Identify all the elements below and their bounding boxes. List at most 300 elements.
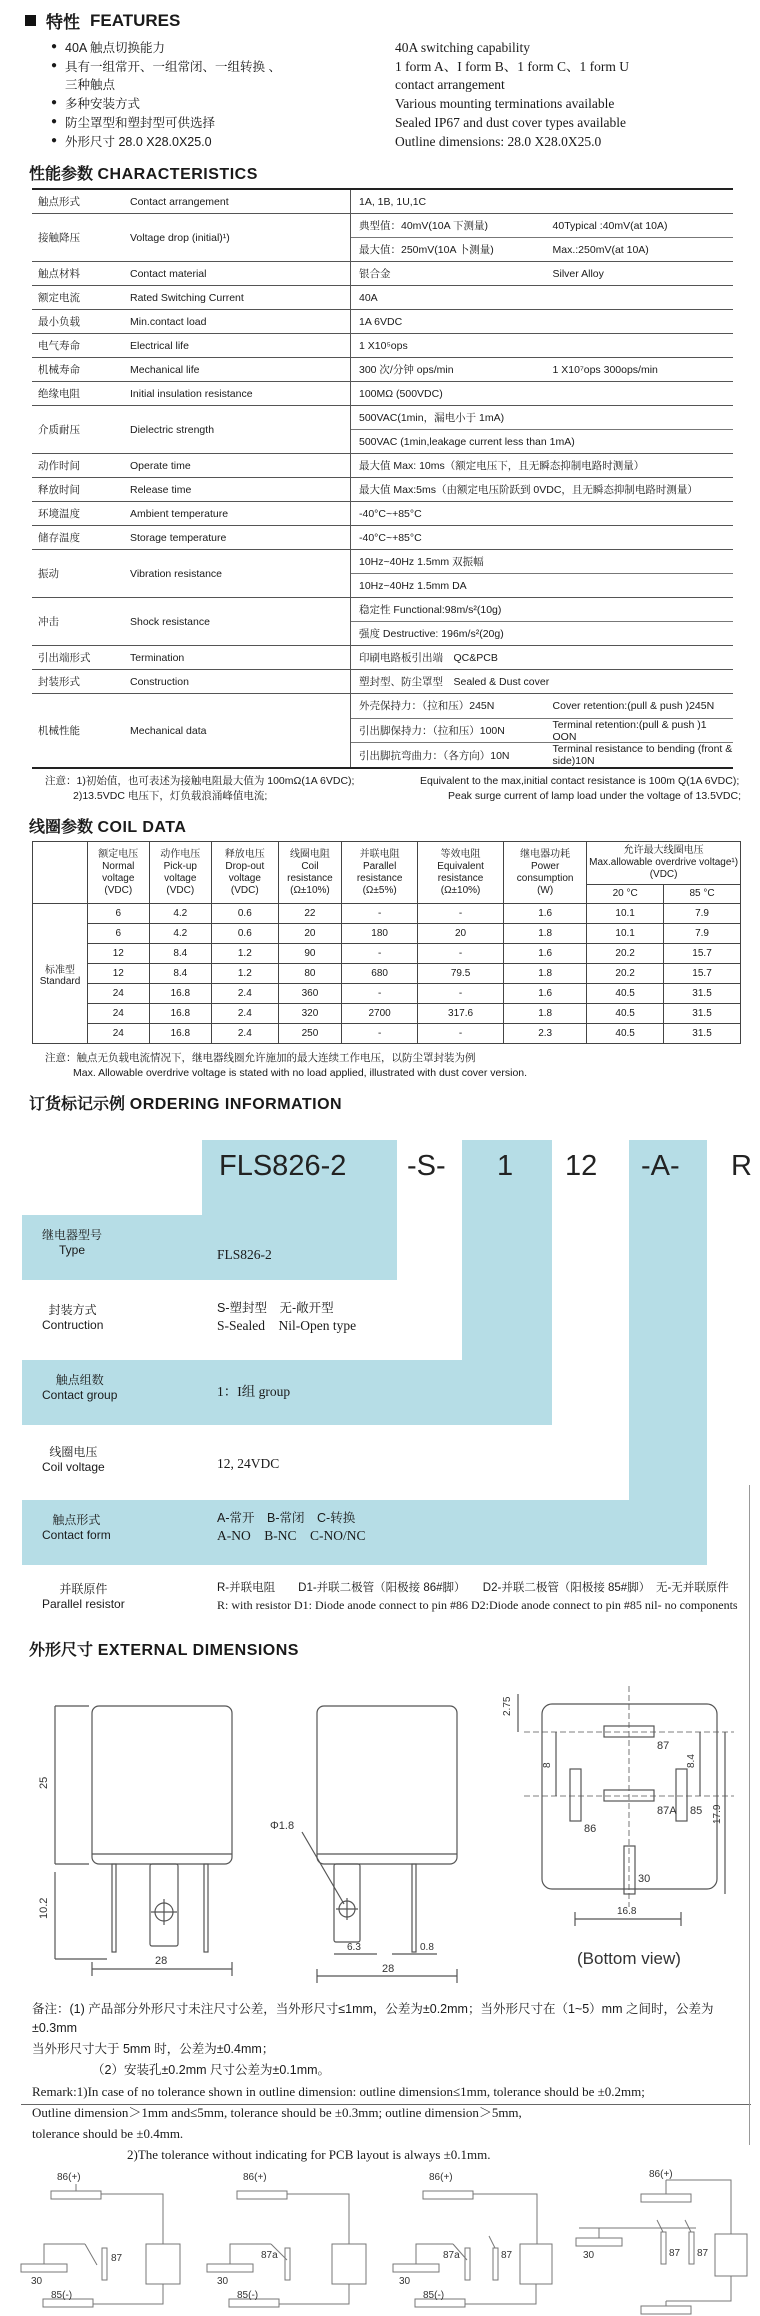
- char-value-line: [351, 358, 733, 381]
- coil-cell: 22: [278, 904, 342, 924]
- ordering-label-type-zh: 继电器型号: [42, 1228, 103, 1242]
- bullet-icon: ●: [51, 116, 58, 127]
- bottom-view-drawing: [482, 1664, 752, 1994]
- schem-c-label-87: 87: [501, 2250, 513, 2261]
- feature-en: [395, 95, 753, 113]
- coil-cell: 80: [278, 964, 342, 984]
- coil-data-row: [33, 984, 741, 1004]
- char-value-line: [351, 718, 733, 743]
- char-row: [32, 310, 733, 334]
- feature-en-line: Various mounting terminations available: [395, 96, 615, 111]
- char-label-en: Mechanical data: [130, 724, 207, 737]
- char-row: [32, 526, 733, 550]
- bottom-view-caption: (Bottom view): [577, 1949, 681, 1968]
- coil-header-zh: 线圈电阻: [289, 848, 330, 860]
- char-value-line: [351, 406, 733, 429]
- char-value-left: 1A, 1B, 1U,1C: [359, 195, 427, 208]
- char-label-en: Electrical life: [130, 339, 189, 352]
- coil-cell: 180: [342, 924, 418, 944]
- remark-line: Outline dimension＞1mm and≤5mm, tolerance should be ±0.3mm; outline dimension＞5mm,: [32, 2105, 522, 2120]
- coil-cell: 7.9: [664, 924, 741, 944]
- bullet-icon: ●: [51, 60, 58, 71]
- char-value-left: -40°C~+85°C: [359, 531, 422, 544]
- coil-cell: 31.5: [664, 984, 741, 1004]
- remark-line: （2）安装孔±0.2mm 尺寸公差为±0.1mm。: [92, 2063, 331, 2077]
- coil-cell: 317.6: [418, 1004, 504, 1024]
- char-value: [350, 646, 733, 669]
- char-value: [350, 190, 733, 213]
- char-value-line: [351, 286, 733, 309]
- feature-zh: [65, 133, 395, 151]
- char-value-line: [351, 694, 733, 718]
- coil-cell: 7.9: [664, 904, 741, 924]
- feature-zh-line: 三种触点: [65, 78, 116, 92]
- char-label-zh: 绝缘电阻: [38, 388, 80, 400]
- dimension-drawings: [17, 1664, 753, 1994]
- schem-a-label-86: 86(+): [57, 2172, 81, 2183]
- coil-header-cell: [278, 842, 342, 904]
- char-value-line: [351, 478, 733, 501]
- coil-cell: 2.4: [212, 1024, 279, 1044]
- char-label-en: Vibration resistance: [130, 567, 223, 580]
- bullet-icon: ●: [51, 97, 58, 108]
- char-value-line: [351, 190, 733, 213]
- feature-en-line: Outline dimensions: 28.0 X28.0X25.0: [395, 134, 602, 149]
- char-label-zh: 介质耐压: [38, 424, 80, 436]
- feature-item: [7, 39, 753, 57]
- char-label-zh: 最小负载: [38, 316, 80, 328]
- coil-cell: 15.7: [664, 964, 741, 984]
- coil-cell: 12: [88, 964, 150, 984]
- coil-cell: 1.2: [212, 944, 279, 964]
- char-label-zh: 冲击: [38, 616, 59, 628]
- char-value: [350, 502, 733, 525]
- coil-header-row: [33, 842, 741, 885]
- char-row: [32, 478, 733, 502]
- char-label-zh: 触点形式: [38, 196, 80, 208]
- coil-cell: 31.5: [664, 1004, 741, 1024]
- ordering-value-construction: [217, 1300, 356, 1334]
- char-value: [350, 694, 733, 767]
- char-label-en: Voltage drop (initial)¹): [130, 231, 230, 244]
- ordering-label-type-en: Type: [59, 1243, 86, 1257]
- char-value: [350, 382, 733, 405]
- ordering-title-zh: 订货标记示例: [29, 1096, 126, 1113]
- features-title-en: FEATURES: [90, 10, 181, 30]
- coil-subheader-cell: 85 °C: [664, 885, 741, 904]
- coil-note: [45, 1051, 753, 1066]
- coil-header-cell: [504, 842, 587, 904]
- char-value-left: 最大值 Max: 10ms（额定电压下，且无瞬态抑制电路时测量）: [359, 460, 645, 472]
- char-value-line: [351, 382, 733, 405]
- bottom-dim-179: 17.9: [712, 1804, 723, 1824]
- schem-c-label-85: 85(-): [423, 2290, 445, 2301]
- char-row: [32, 454, 733, 478]
- char-label-en: Contact material: [130, 267, 207, 280]
- char-value-line: [351, 550, 733, 573]
- coil-header-zh: 额定电压: [98, 848, 139, 860]
- feature-item: [7, 114, 753, 132]
- coil-header-en: Power consumption: [516, 860, 574, 884]
- char-note: [45, 789, 753, 804]
- coil-data-row: [33, 944, 741, 964]
- schem-a-label-30: 30: [31, 2276, 43, 2287]
- coil-cell: 12: [88, 944, 150, 964]
- char-note-en: Peak surge current of lamp load under the voltage of 13.5VDC;: [448, 790, 742, 802]
- coil-cell: 20: [418, 924, 504, 944]
- remark-line: 当外形尺寸大于 5mm 时，公差为±0.4mm；: [32, 2042, 275, 2056]
- char-value: [350, 454, 733, 477]
- ordering-strip-contact-form: [629, 1140, 707, 1565]
- char-value-left: 100MΩ (500VDC): [359, 387, 443, 400]
- char-value-line: [351, 454, 733, 477]
- coil-cell: 40.5: [587, 1024, 664, 1044]
- coil-header-cell: [418, 842, 504, 904]
- schem-b-label-85: 85(-): [237, 2290, 259, 2301]
- schematic-form-a: [13, 2166, 199, 2316]
- coil-header-en: Coil resistance: [287, 860, 333, 884]
- coil-data-row: [33, 904, 741, 924]
- char-value-left: 最大值 Max:5ms（由额定电压阶跃到 0VDC，且无瞬态抑制电路时测量）: [359, 484, 698, 496]
- char-value-line: [351, 526, 733, 549]
- char-value: [350, 214, 733, 261]
- char-value-right: Max.:250mV(at 10A): [552, 243, 649, 256]
- ordering-label-coil-voltage: [42, 1445, 105, 1475]
- coil-cell: 8.4: [149, 964, 211, 984]
- coil-group-label: [33, 904, 88, 1044]
- coil-cell: -: [418, 984, 504, 1004]
- ordering-label-parallel-zh: 并联原件: [59, 1582, 108, 1596]
- char-value: [350, 598, 733, 645]
- char-value-left: 典型值：40mV(10A 下测量): [359, 220, 488, 232]
- coil-cell: -: [342, 904, 418, 924]
- coil-cell: -: [418, 1024, 504, 1044]
- code-part-construction: -S-: [407, 1150, 446, 1182]
- feature-en: [395, 133, 753, 151]
- char-value-right: Terminal retention:(pull & push )1 OON: [552, 718, 707, 743]
- char-row: [32, 190, 733, 214]
- char-label-zh: 电气寿命: [38, 340, 80, 352]
- feature-zh-line: 防尘罩型和塑封型可供选择: [65, 116, 216, 130]
- char-row: [32, 358, 733, 382]
- char-value-line: [351, 262, 733, 285]
- ordering-header: [29, 1091, 753, 1114]
- char-row: [32, 286, 733, 310]
- coil-cell: 16.8: [149, 984, 211, 1004]
- features-title-zh: 特性: [46, 13, 80, 32]
- char-label-zh: 接触降压: [38, 232, 80, 244]
- code-part-coil-voltage: 12: [565, 1150, 598, 1182]
- coil-cell: 1.6: [504, 944, 587, 964]
- ordering-label-construction-zh: 封装方式: [48, 1303, 97, 1317]
- schem-b-label-86: 86(+): [243, 2172, 267, 2183]
- feature-item: [7, 133, 753, 151]
- features-list: [7, 39, 753, 151]
- coil-cell: -: [418, 904, 504, 924]
- coil-cell: 8.4: [149, 944, 211, 964]
- coil-cell: -: [418, 944, 504, 964]
- ordering-value-construction-en: S-Sealed Nil-Open type: [217, 1318, 357, 1333]
- char-label-zh: 机械性能: [38, 725, 80, 737]
- coil-group-line: Standard: [39, 975, 81, 987]
- coil-tbody: [33, 904, 741, 1044]
- datasheet-page: [3, 0, 757, 2301]
- char-label-zh: 额定电流: [38, 292, 80, 304]
- coil-cell: 20.2: [587, 964, 664, 984]
- coil-cell: 40.5: [587, 1004, 664, 1024]
- char-value-left: 最大值：250mV(10A 卜测量): [359, 244, 494, 256]
- char-label-en: Construction: [130, 675, 189, 688]
- char-value-right: Terminal resistance to bending (front & side)10N: [552, 743, 733, 768]
- coil-header-en: Normal voltage: [102, 860, 135, 884]
- coil-cell: 1.8: [504, 964, 587, 984]
- ordering-label-parallel-en: Parallel resistor: [42, 1597, 125, 1611]
- char-row: [32, 670, 733, 694]
- char-value: [350, 358, 733, 381]
- char-value-left: 塑封型、防尘罩型 Sealed & Dust cover: [359, 676, 550, 688]
- coil-cell: 2.4: [212, 1004, 279, 1024]
- char-value-left: 银合金: [359, 268, 391, 280]
- char-value-left: -40°C~+85°C: [359, 507, 422, 520]
- coil-header-zh: 等效电阻: [440, 848, 481, 860]
- ordering-label-contact-form: [42, 1513, 111, 1543]
- char-value-line: [351, 429, 733, 453]
- remarks-block: [32, 2000, 753, 2164]
- remark-line: Remark:1)In case of no tolerance shown in outline dimension: outline dimension≤1mm, tolerance should be ±0.2mm;: [32, 2084, 645, 2099]
- coil-cell: 0.6: [212, 904, 279, 924]
- coil-header-zh: 允许最大线圈电压: [623, 845, 704, 856]
- ordering-label-type: [42, 1228, 102, 1258]
- char-value: [350, 478, 733, 501]
- characteristics-table: [32, 188, 733, 769]
- char-label-en: Rated Switching Current: [130, 291, 244, 304]
- char-value-left: 10Hz~40Hz 1.5mm DA: [359, 579, 467, 592]
- feature-zh: [65, 39, 395, 57]
- remark-line: 2)The tolerance without indicating for PCB layout is always ±0.1mm.: [127, 2147, 491, 2162]
- coil-header-zh: 并联电阻: [359, 848, 400, 860]
- ordering-value-coil-voltage: 12, 24VDC: [217, 1456, 280, 1471]
- char-value-line: [351, 621, 733, 645]
- section-marker-square: [25, 15, 36, 26]
- code-part-contact-form: -A-: [641, 1150, 680, 1182]
- code-part-contact-group: 1: [497, 1150, 514, 1182]
- bottom-pin-87: 87: [657, 1740, 670, 1752]
- char-value: [350, 334, 733, 357]
- char-label-en: Operate time: [130, 459, 191, 472]
- coil-cell: 90: [278, 944, 342, 964]
- side-dim-hole: Φ1.8: [270, 1820, 295, 1832]
- coil-cell: 6: [88, 904, 150, 924]
- coil-group-line: 标准型: [45, 964, 75, 976]
- coil-subheader-cell: 20 °C: [587, 885, 664, 904]
- bullet-icon: ●: [51, 41, 58, 52]
- char-label-en: Termination: [130, 651, 185, 664]
- feature-en-line: contact arrangement: [395, 77, 505, 92]
- ordering-label-coil-voltage-en: Coil voltage: [42, 1460, 105, 1474]
- bottom-dim-8: 8: [542, 1762, 553, 1768]
- ordering-value-contact-form-en: A-NO B-NC C-NO/NC: [217, 1528, 366, 1543]
- char-value-line: [351, 334, 733, 357]
- schem-a-label-87: 87: [111, 2253, 123, 2264]
- characteristics-header: [29, 161, 753, 184]
- char-value: [350, 262, 733, 285]
- char-label-en: Storage temperature: [130, 531, 227, 544]
- ordering-value-contact-form: [217, 1510, 366, 1544]
- coil-cell: 16.8: [149, 1024, 211, 1044]
- ordering-value-parallel: [217, 1580, 752, 1614]
- char-row: [32, 502, 733, 526]
- side-view-drawing: [262, 1664, 482, 1994]
- coil-cell: 16.8: [149, 1004, 211, 1024]
- char-row: [32, 382, 733, 406]
- char-value-left: 10Hz~40Hz 1.5mm 双振幅: [359, 556, 484, 568]
- coil-cell: 10.1: [587, 904, 664, 924]
- coil-cell: 24: [88, 1004, 150, 1024]
- coil-header: [29, 814, 753, 837]
- ordering-value-parallel-en: R: with resistor D1: Diode anode connect to pin #86 D2:Diode anode connect to pin #85 nil- no components: [217, 1598, 738, 1612]
- ordering-label-contact-group: [42, 1373, 117, 1403]
- wiring-schematics: [13, 2166, 753, 2316]
- char-note-zh: 2)13.5VDC 电压下，灯负载浪涌峰值电流;: [73, 790, 268, 802]
- coil-title-en: COIL DATA: [97, 819, 187, 836]
- char-value: [350, 670, 733, 693]
- char-value: [350, 550, 733, 597]
- char-value-line: [351, 237, 733, 261]
- ordering-value-contact-group: 1：I组 group: [217, 1384, 291, 1399]
- coil-cell: 2.3: [504, 1024, 587, 1044]
- ordering-label-coil-voltage-zh: 线圈电压: [49, 1445, 98, 1459]
- ordering-title-en: ORDERING INFORMATION: [129, 1096, 343, 1113]
- char-value-line: [351, 214, 733, 237]
- char-label-en: Dielectric strength: [130, 423, 215, 436]
- char-value-line: [351, 573, 733, 597]
- char-value-left: 强度 Destructive: 196m/s²(20g): [359, 628, 504, 640]
- ordering-label-contact-form-en: Contact form: [42, 1528, 111, 1542]
- feature-en: [395, 39, 753, 57]
- coil-cell: 1.8: [504, 1004, 587, 1024]
- char-row: [32, 598, 733, 646]
- char-note-zh: 注意：1)初始值，也可表述为接触电阻最大值为 100mΩ(1A 6VDC);: [45, 775, 355, 787]
- side-dim-1: 6.3: [347, 1942, 361, 1953]
- coil-header-unit: (VDC): [166, 884, 195, 896]
- coil-cell: 15.7: [664, 944, 741, 964]
- char-label-en: Release time: [130, 483, 192, 496]
- char-value-left: 500VAC(1min，漏电小于 1mA): [359, 412, 505, 424]
- coil-cell: 31.5: [664, 1024, 741, 1044]
- char-label-zh: 释放时间: [38, 484, 80, 496]
- coil-cell: 4.2: [149, 904, 211, 924]
- coil-cell: 40.5: [587, 984, 664, 1004]
- dimensions-header: [29, 1637, 753, 1660]
- coil-cell: 680: [342, 964, 418, 984]
- char-row: [32, 262, 733, 286]
- coil-header-cell: [88, 842, 150, 904]
- coil-cell: 24: [88, 984, 150, 1004]
- characteristics-title-zh: 性能参数: [29, 166, 94, 183]
- code-part-parallel: R: [731, 1150, 752, 1182]
- schem-u-label-86: 86(+): [649, 2169, 673, 2180]
- char-value-right: Cover retention:(pull & push )245N: [552, 699, 715, 712]
- coil-header-en: Parallel resistance: [356, 860, 403, 884]
- char-row: [32, 646, 733, 670]
- char-value-left: 1A 6VDC: [359, 315, 403, 328]
- char-value: [350, 286, 733, 309]
- char-row: [32, 550, 733, 598]
- coil-header-unit: (VDC): [104, 884, 133, 896]
- coil-data-row: [33, 1004, 741, 1024]
- characteristics-notes: [7, 774, 753, 804]
- bottom-pin-85: 85: [690, 1805, 703, 1817]
- dimensions-title-en: EXTERNAL DIMENSIONS: [97, 1642, 299, 1659]
- front-view-drawing: [17, 1664, 262, 1994]
- char-value-left: 引出脚抗弯曲力：（各方向）10N: [359, 749, 510, 762]
- coil-data-table: [32, 841, 741, 1044]
- coil-cell: 360: [278, 984, 342, 1004]
- char-value-left: 500VAC (1min,leakage current less than 1mA): [359, 435, 575, 448]
- coil-cell: 1.2: [212, 964, 279, 984]
- coil-header-cell: [342, 842, 418, 904]
- bottom-dim-168: 16.8: [617, 1906, 637, 1917]
- features-header: [25, 8, 753, 33]
- char-value: [350, 310, 733, 333]
- char-value-line: [351, 502, 733, 525]
- characteristics-title-en: CHARACTERISTICS: [97, 166, 258, 183]
- ordering-label-contact-group-en: Contact group: [42, 1388, 118, 1402]
- schematic-form-c: [385, 2166, 571, 2316]
- coil-header-unit: (Ω±10%): [290, 884, 330, 896]
- coil-cell: 24: [88, 1024, 150, 1044]
- coil-header-cell: [149, 842, 211, 904]
- ordering-value-type: FLS826-2: [217, 1247, 272, 1262]
- remark-line: 备注：(1) 产品部分外形尺寸未注尺寸公差，当外形尺寸≤1mm，公差为±0.2mm；当外形尺寸在（1~5）mm 之间时，公差为±0.3mm: [32, 2002, 714, 2035]
- feature-zh: [65, 58, 395, 94]
- feature-zh-line: 40A 触点切换能力: [65, 41, 166, 55]
- coil-cell: 4.2: [149, 924, 211, 944]
- coil-title-zh: 线圈参数: [29, 819, 94, 836]
- ordering-label-construction: [42, 1303, 103, 1333]
- coil-cell: 320: [278, 1004, 342, 1024]
- ordering-value-parallel-zh: R-并联电阻 D1-并联二极管（阳极接 86#脚） D2-并联二极管（阳极接 85#脚） 无-无并联原件: [217, 1582, 729, 1594]
- char-value-left: 1 X10⁵ops: [359, 339, 408, 352]
- feature-zh-line: 外形尺寸 28.0 X28.0X25.0: [65, 135, 212, 149]
- char-value-left: 300 次/分钟 ops/min: [359, 364, 454, 376]
- coil-cell: 0.6: [212, 924, 279, 944]
- char-row: [32, 214, 733, 262]
- side-dim-2: 0.8: [420, 1942, 434, 1953]
- remark-line: tolerance should be ±0.4mm.: [32, 2126, 184, 2141]
- feature-en-line: Sealed IP67 and dust cover types available: [395, 115, 626, 130]
- char-note-en: Equivalent to the max,initial contact resistance is 100m Q(1A 6VDC);: [420, 775, 740, 787]
- feature-en: [395, 58, 753, 94]
- char-label-en: Min.contact load: [130, 315, 207, 328]
- coil-data-row: [33, 1024, 741, 1044]
- schem-c-label-87a: 87a: [443, 2250, 460, 2261]
- ordering-value-construction-zh: S-塑封型 无-敞开型: [217, 1301, 334, 1315]
- coil-cell: -: [342, 984, 418, 1004]
- coil-note-en-row: [45, 1066, 753, 1081]
- char-value-left: 印刷电路板引出端 QC&PCB: [359, 652, 498, 664]
- char-label-zh: 环境温度: [38, 508, 80, 520]
- char-note: [45, 774, 753, 789]
- front-dim-height: 25: [38, 1776, 50, 1789]
- feature-item: [7, 58, 753, 94]
- coil-data-row: [33, 964, 741, 984]
- page-bottom-rule: [21, 2104, 751, 2105]
- feature-zh-line: 多种安装方式: [65, 97, 141, 111]
- char-label-zh: 储存温度: [38, 532, 80, 544]
- char-row: [32, 334, 733, 358]
- char-value: [350, 406, 733, 453]
